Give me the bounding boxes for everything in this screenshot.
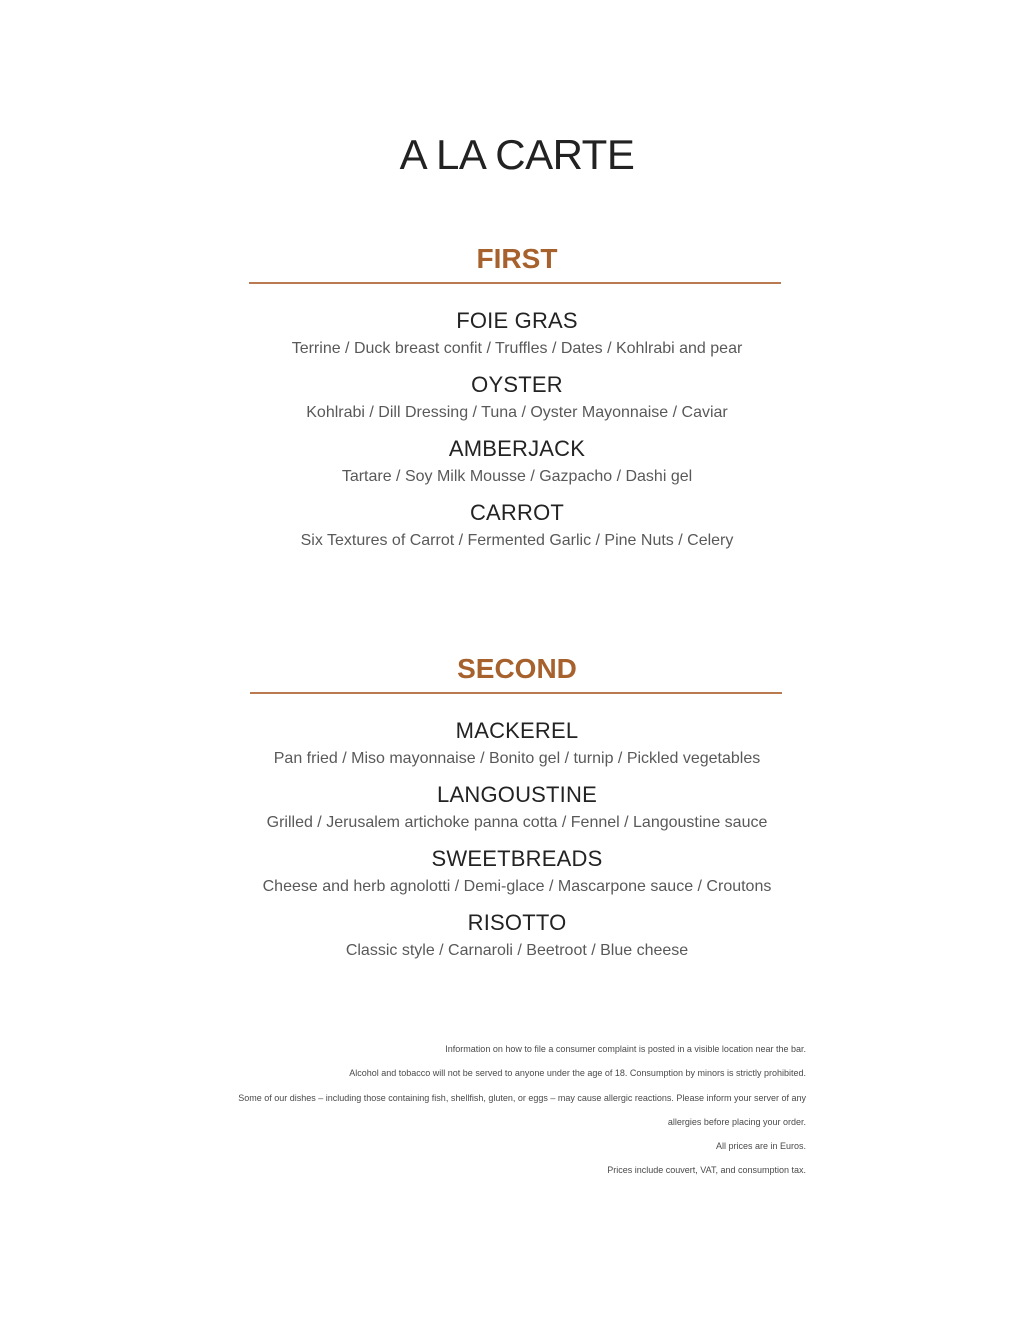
dish-name: RISOTTO [467, 910, 567, 935]
dish-description: Tartare / Soy Milk Mousse / Gazpacho / Dashi gel [341, 468, 693, 485]
footer-line: All prices are in Euros. [715, 1141, 806, 1152]
section-heading-second: SECOND [457, 653, 577, 684]
dish-name: FOIE GRAS [456, 308, 578, 333]
dish-name: MACKEREL [455, 718, 579, 743]
dish-description: Grilled / Jerusalem artichoke panna cotta / Fennel / Langoustine sauce [266, 814, 768, 831]
section-divider [249, 282, 781, 284]
dish-description: Classic style / Carnaroli / Beetroot / Blue cheese [345, 942, 689, 959]
dish-name: SWEETBREADS [431, 846, 603, 871]
section-first [0, 241, 1034, 563]
footer-line: allergies before placing your order. [667, 1116, 806, 1127]
dish-name: LANGOUSTINE [437, 782, 597, 807]
dish-description: Pan fried / Miso mayonnaise / Bonito gel / turnip / Pickled vegetables [273, 750, 761, 767]
section-heading-first: FIRST [476, 243, 558, 274]
dish-description: Cheese and herb agnolotti / Demi-glace / Mascarpone sauce / Croutons [262, 878, 772, 895]
page-title: A LA CARTE [399, 131, 635, 178]
footer-line: Information on how to file a consumer complaint is posted in a visible location near the bar. [445, 1044, 806, 1054]
legal-notice [160, 1043, 806, 1189]
dish-list-second [0, 717, 1034, 962]
dish-name: OYSTER [471, 372, 563, 397]
section-second [0, 651, 1034, 973]
dish-list-first [0, 307, 1034, 552]
dish-description: Six Textures of Carrot / Fermented Garlic / Pine Nuts / Celery [300, 532, 734, 549]
footer-line: Prices include couvert, VAT, and consumption tax. [607, 1165, 806, 1176]
dish-name: CARROT [469, 500, 565, 525]
dish-description: Terrine / Duck breast confit / Truffles / Dates / Kohlrabi and pear [291, 340, 743, 357]
section-divider [250, 692, 782, 694]
footer-line: Alcohol and tobacco will not be served to anyone under the age of 18. Consumption by minors is strictly prohibited. [349, 1068, 806, 1079]
dish-name: AMBERJACK [448, 436, 586, 461]
dish-description: Kohlrabi / Dill Dressing / Tuna / Oyster Mayonnaise / Caviar [306, 404, 728, 421]
footer-line: Some of our dishes – including those containing fish, shellfish, gluten, or eggs – may cause allergic reactions. Please inform your server of any [238, 1092, 806, 1103]
